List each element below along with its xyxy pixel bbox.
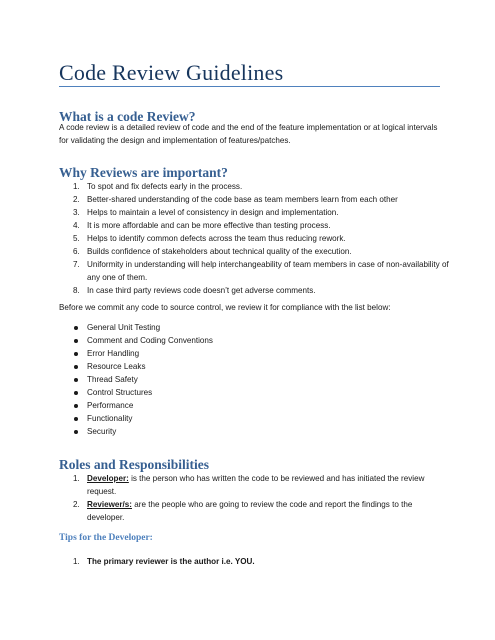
list-number: 7.: [73, 260, 80, 269]
list-item: [59, 472, 449, 498]
list-item-text: Performance: [87, 401, 134, 410]
list-number: 1.: [73, 474, 80, 483]
heading-tips: Tips for the Developer:: [59, 533, 153, 543]
list-item-text: Uniformity in understanding will help interchangeability of team members in case of non-availability of any one of them.: [87, 260, 449, 282]
list-number: 2.: [73, 195, 80, 204]
title-underline: [59, 86, 440, 87]
what-is-paragraph: A code review is a detailed review of code and the end of the feature implementation or at logical intervals for validating the design and implementation of features/patches.: [59, 123, 438, 145]
role-term: Developer:: [87, 474, 129, 483]
list-item: [59, 555, 449, 568]
page-title: Code Review Guidelines: [59, 60, 284, 85]
heading-roles: Roles and Responsibilities: [59, 457, 210, 472]
bullet-icon: [74, 339, 78, 343]
list-item: [59, 412, 439, 425]
list-item-text: Builds confidence of stakeholders about technical quality of the execution.: [87, 247, 352, 256]
list-item: [59, 245, 449, 258]
list-item-text: General Unit Testing: [87, 323, 161, 332]
role-term: Reviewer/s:: [87, 500, 132, 509]
role-description: is the person who has written the code to be reviewed and has initiated the review request.: [87, 474, 425, 496]
list-item: [59, 347, 439, 360]
bullet-icon: [74, 404, 78, 408]
list-item: [59, 334, 439, 347]
list-item: [59, 425, 439, 438]
list-item-text: To spot and fix defects early in the process.: [87, 182, 243, 191]
list-item: [59, 232, 449, 245]
compliance-intro: Before we commit any code to source control, we review it for compliance with the list below:: [59, 303, 391, 312]
list-item: [59, 258, 449, 284]
bullet-icon: [74, 365, 78, 369]
list-item: [59, 373, 439, 386]
list-item: [59, 386, 439, 399]
list-number: 6.: [73, 247, 80, 256]
bullet-icon: [74, 430, 78, 434]
list-item-text: Helps to maintain a level of consistency in design and implementation.: [87, 208, 339, 217]
list-item-text: Better-shared understanding of the code base as team members learn from each other: [87, 195, 398, 204]
list-item: [59, 284, 449, 297]
bullet-icon: [74, 417, 78, 421]
list-item-text: Control Structures: [87, 388, 153, 397]
list-item-text: Thread Safety: [87, 375, 138, 384]
roles-list: [59, 472, 449, 524]
list-item: [59, 219, 449, 232]
list-item-text: Functionality: [87, 414, 133, 423]
heading-why-reviews: Why Reviews are important?: [59, 165, 228, 180]
list-number: 2.: [73, 500, 80, 509]
why-list: [59, 180, 449, 297]
list-item-text: Resource Leaks: [87, 362, 146, 371]
list-number: 1.: [73, 182, 80, 191]
list-item: [59, 206, 449, 219]
compliance-list: [59, 321, 439, 438]
list-item: [59, 180, 449, 193]
bullet-icon: [74, 352, 78, 356]
list-number: 5.: [73, 234, 80, 243]
list-number: 8.: [73, 286, 80, 295]
list-item: [59, 360, 439, 373]
bullet-icon: [74, 391, 78, 395]
list-number: 3.: [73, 208, 80, 217]
list-item-text: It is more affordable and can be more effective than testing process.: [87, 221, 331, 230]
list-item-text: Comment and Coding Conventions: [87, 336, 213, 345]
list-item-text: Security: [87, 427, 117, 436]
list-number: 4.: [73, 221, 80, 230]
heading-what-is-code-review: What is a code Review?: [59, 109, 196, 124]
tips-list: [59, 555, 449, 568]
role-description: are the people who are going to review the code and report the findings to the developer.: [87, 500, 413, 522]
list-item: [59, 321, 439, 334]
list-number: 1.: [73, 557, 80, 566]
list-item-text: In case third party reviews code doesn’t get adverse comments.: [87, 286, 316, 295]
bullet-icon: [74, 326, 78, 330]
list-item-text: Helps to identify common defects across the team thus reducing rework.: [87, 234, 346, 243]
list-item: [59, 193, 449, 206]
bullet-icon: [74, 378, 78, 382]
list-item: [59, 399, 439, 412]
list-item: [59, 498, 449, 524]
list-item-text: Error Handling: [87, 349, 140, 358]
list-item-text: The primary reviewer is the author i.e. YOU.: [87, 557, 255, 566]
